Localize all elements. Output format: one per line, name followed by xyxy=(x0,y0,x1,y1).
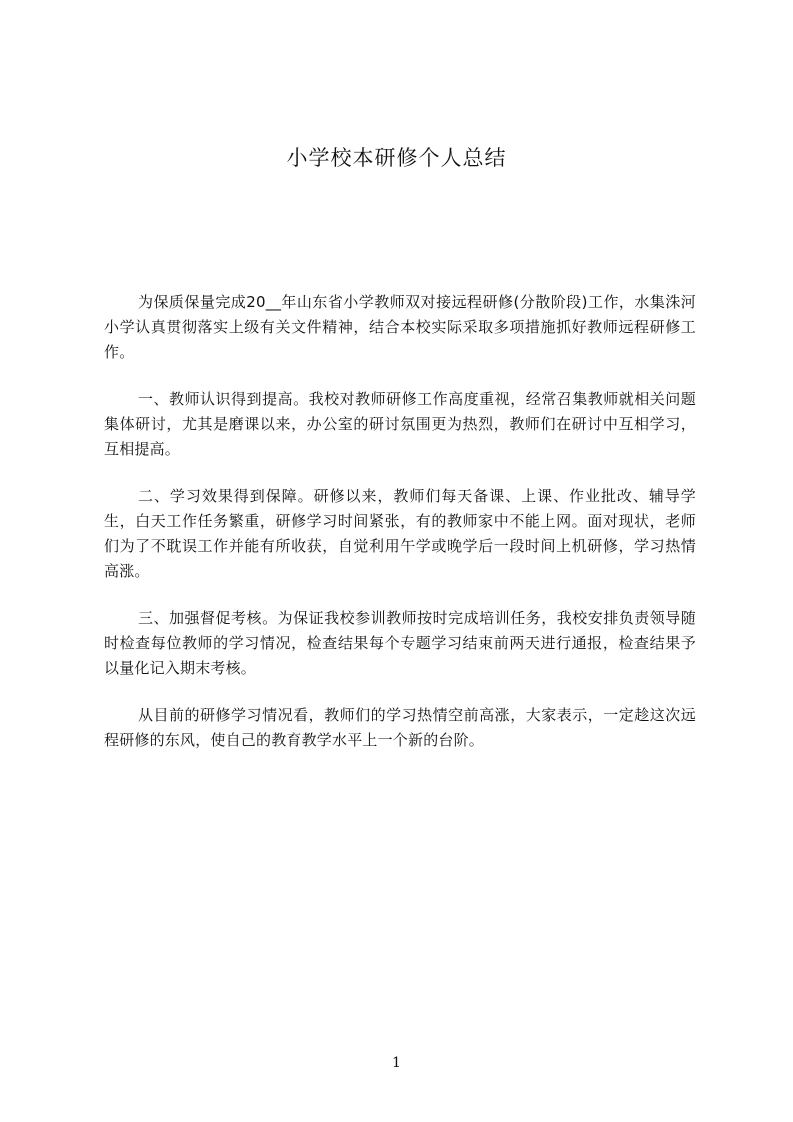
page-number: 1 xyxy=(392,1055,401,1071)
paragraph-section-3: 三、加强督促考核。为保证我校参训教师按时完成培训任务，我校安排负责领导随时检查每位教师的学习情况，检查结果每个专题学习结束前两天进行通报，检查结果予以量化记入期末考核。 xyxy=(104,609,696,677)
document-body xyxy=(104,290,696,775)
paragraph-section-2: 二、学习效果得到保障。研修以来，教师们每天备课、上课、作业批改、辅导学生，白天工作任务繁重，研修学习时间紧张，有的教师家中不能上网。面对现状，老师们为了不耽误工作并能有所收获，自觉利用午学或晚学后一段时间上机研修，学习热情高涨。 xyxy=(104,487,696,580)
document-title: 小学校本研修个人总结 xyxy=(286,146,507,170)
paragraph-section-1: 一、教师认识得到提高。我校对教师研修工作高度重视，经常召集教师就相关问题集体研讨，尤其是磨课以来，办公室的研讨氛围更为热烈，教师们在研讨中互相学习，互相提高。 xyxy=(104,390,696,458)
paragraph-intro: 为保质保量完成20__年山东省小学教师双对接远程研修(分散阶段)工作，水集洙河小学认真贯彻落实上级有关文件精神，结合本校实际采取多项措施抓好教师远程研修工作。 xyxy=(104,293,696,361)
paragraph-conclusion: 从目前的研修学习情况看，教师们的学习热情空前高涨，大家表示，一定趁这次远程研修的东风，使自己的教育教学水平上一个新的台阶。 xyxy=(104,706,696,749)
